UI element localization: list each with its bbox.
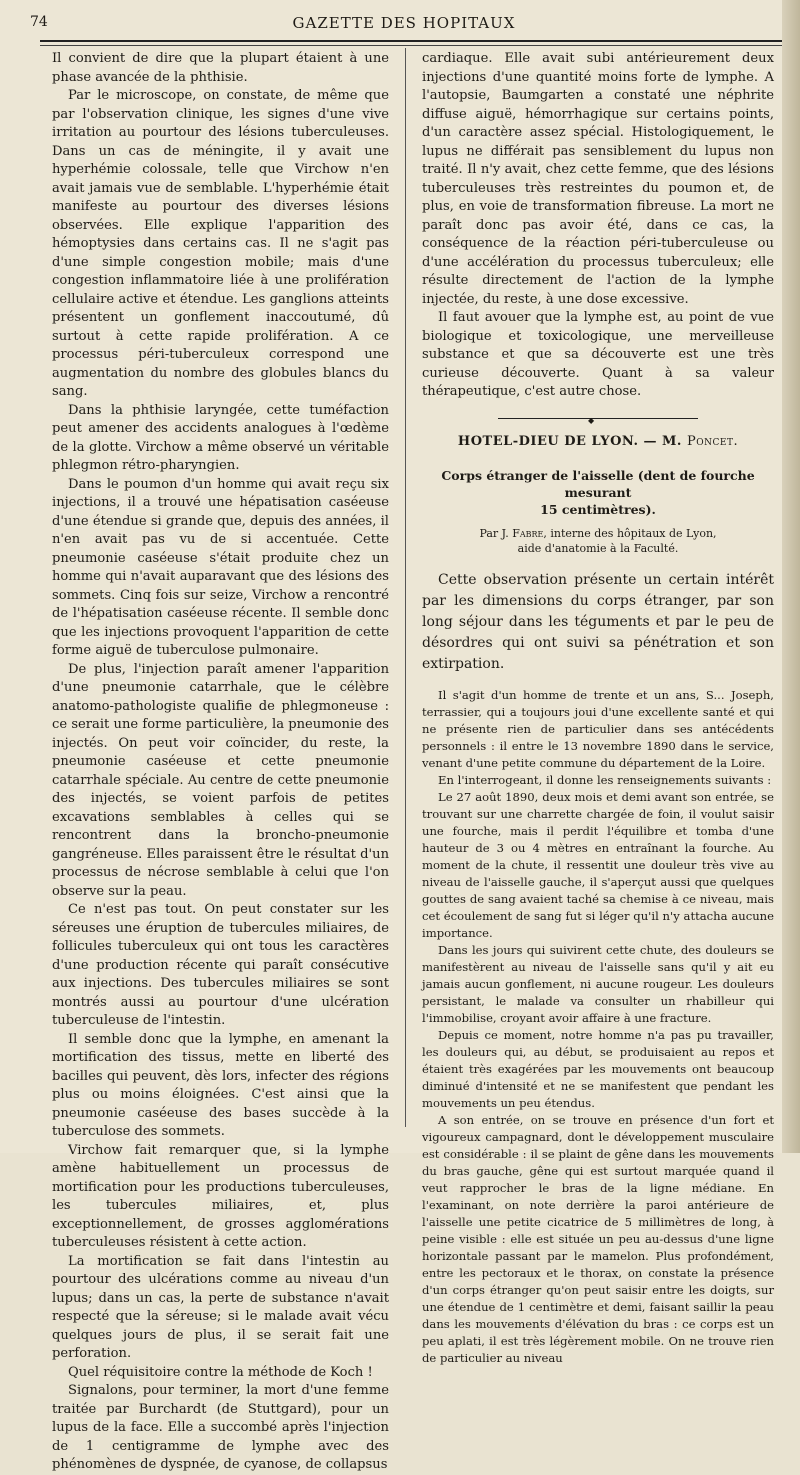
paragraph: Dans la phthisie laryngée, cette tuméfaction peut amener des accidents analogues à l'œdème de la glotte. Virchow a même observé un véritable phlegmon rétro-pharyngien.	[52, 402, 389, 473]
paragraph: Par le microscope, on constate, de même que par l'observation clinique, les signes d'une vive irritation au pourtour des lésions tuberculeuses. Dans un cas de méningite, il y avait une hyperhémie colossale, telle que Virchow n'en avait jamais vue de semblable. L'hyperhémie était manifeste au pourtour des diverses lésions observées. Elle explique l'apparition des hémoptysies dans certains cas. Il ne s'agit pas d'une simple congestion mobile; mais d'une congestion inflammatoire liée à une prolifération cellulaire active et étendue. Les ganglions atteints présentent un gonflement inaccoutumé, dû surtout à cette rapide prolifération. A ce processus péri-tuberculeux correspond une augmentation du nombre des globules blancs du sang.	[52, 88, 389, 399]
article-title	[422, 467, 774, 518]
section-title	[422, 433, 774, 452]
header-rule-thin	[40, 45, 788, 46]
article-paragraph: A son entrée, on se trouve en présence d'un fort et vigoureux campagnard, dont le développement musculaire est considérable : il se plaint de gêne dans les mouvements du bras gauche, gêne qui est surtout marquée quand il veut rapprocher le bras de la ligne médiane. En l'examinant, on note derrière la paroi antérieure de l'aisselle une petite cicatrice de 5 millimètres de long, à peine visible : elle est située un peu au-dessus d'une ligne horizontale passant par le mamelon. Plus profondément, entre les pectoraux et le thorax, on constate la présence d'un corps étranger qu'on peut saisir entre les doigts, sur une étendue de 1 centimètre et demi, faisant saillir la peau dans les mouvements d'élévation du bras : ce corps est un peu aplati, il est très légèrement mobile. On ne trouve rien de particulier au niveau	[422, 1113, 774, 1365]
right-column	[422, 50, 774, 1367]
paragraph: Il faut avouer que la lymphe est, au point de vue biologique et toxicologique, une merveilleuse substance et que sa découverte est une très curieuse découverte. Quant à sa valeur thérapeutique, c'est autre chose.	[422, 310, 774, 399]
left-column	[52, 50, 389, 1475]
article-title-line: 15 centimètres).	[540, 502, 656, 517]
byline-prefix: Par J.	[479, 527, 509, 540]
paragraph: Virchow fait remarquer que, si la lymphe amène habituellement un processus de mortification pour les productions tuberculeuses, les tubercules miliaires, et, plus exceptionnellement, de grosses agglomérations tuberculeuses résistent à cette action.	[52, 1142, 389, 1250]
running-title: GAZETTE DES HOPITAUX	[292, 14, 516, 32]
paragraph: Signalons, pour terminer, la mort d'une femme traitée par Burchardt (de Stuttgard), pour un lupus de la face. Elle a succombé après l'injection de 1 centigramme de lymphe avec des phénomènes de dyspnée, de cyanose, de collapsus	[52, 1383, 389, 1472]
article-paragraph: Dans les jours qui suivirent cette chute, des douleurs se manifestèrent au niveau de l'aisselle sans qu'il y ait eu jamais aucun gonflement, ni aucune rougeur. Les douleurs persistant, le malade va consulter un rhabilleur qui l'immobilise, croyant avoir affaire à une fracture.	[422, 943, 774, 1025]
paragraph: Il semble donc que la lymphe, en amenant la mortification des tissus, mette en liberté des bacilles qui peuvent, dès lors, infecter des régions plus ou moins éloignées. C'est ainsi que la pneumonie caséeuse des bases succède à la tuberculose des sommets.	[52, 1031, 389, 1139]
paragraph: Quel réquisitoire contre la méthode de Koch !	[68, 1364, 373, 1380]
byline-author: Fabre,	[512, 527, 547, 540]
page-number: 74	[30, 14, 48, 30]
paragraph: Ce n'est pas tout. On peut constater sur les séreuses une éruption de tubercules miliaires, de follicules tuberculeux qui ont tous les caractères d'une production récente qui paraît consécutive aux injections. Des tubercules miliaires se sont montrés aussi au pourtour d'une ulcération tuberculeuse de l'intestin.	[52, 902, 389, 1028]
page-edge	[782, 0, 800, 1153]
column-divider	[405, 48, 406, 1127]
article-lead: Cette observation présente un certain intérêt par les dimensions du corps étranger, par son long séjour dans les téguments et par le peu de désordres qui ont suivi sa pénétration et son extirpation.	[422, 572, 774, 672]
header-rule-thick	[40, 40, 788, 42]
byline-line2: aide d'anatomie à la Faculté.	[517, 542, 679, 555]
section-title-name: Poncet.	[686, 433, 739, 449]
article-title-line: Corps étranger de l'aisselle (dent de fourche mesurant	[441, 468, 755, 500]
byline-role: interne des hôpitaux de Lyon,	[550, 527, 717, 540]
paragraph: cardiaque. Elle avait subi antérieurement deux injections d'une quantité moins forte de lymphe. A l'autopsie, Baumgarten a constaté une néphrite diffuse aiguë, hémorrhagique sur certains points, d'un caractère assez spécial. Histologiquement, le lupus ne différait pas sensiblement du lupus non traité. Il n'y avait, chez cette femme, que des lésions tuberculeuses très restreintes du poumon et, de plus, en voie de transformation fibreuse. La mort ne paraît donc pas avoir été, dans ce cas, la conséquence de la réaction péri-tuberculeuse ou d'une accélération du processus tuberculeux; elle résulte directement de l'action de la lymphe injectée, du reste, à une dose excessive.	[422, 51, 774, 307]
article-paragraph: Le 27 août 1890, deux mois et demi avant son entrée, se trouvant sur une charrette chargée de foin, il voulut saisir une fourche, mais il perdit l'équilibre et tomba d'une hauteur de 3 ou 4 mètres en entraînant la fourche. Au moment de la chute, il ressentit une douleur très vive au niveau de l'aisselle gauche, il s'aperçut aussi que quelques gouttes de sang avaient taché sa chemise à ce niveau, mais cet écoulement de sang fut si léger qu'il n'y attacha aucune importance.	[422, 790, 774, 940]
article-paragraph: Il s'agit d'un homme de trente et un ans, S... Joseph, terrassier, qui a toujours joui d'une excellente santé et qui ne présente rien de particulier dans ses antécédents personnels : il entre le 13 novembre 1890 dans le service, venant d'une petite commune du département de la Loire.	[422, 688, 774, 770]
paragraph: Dans le poumon d'un homme qui avait reçu six injections, il a trouvé une hépatisation caséeuse d'une étendue si grande que, depuis des années, il n'en avait pas vu de si accentuée. Cette pneumonie caséeuse s'était produite chez un homme qui n'avait auparavant que des lésions des sommets. Cinq fois sur seize, Virchow a rencontré de l'hépatisation caséeuse récente. Il semble donc que les injections provoquent l'apparition de cette forme aiguë de tuberculose pulmonaire.	[52, 476, 389, 658]
section-separator	[498, 418, 698, 419]
byline	[422, 526, 774, 556]
paragraph: Il convient de dire que la plupart étaient à une phase avancée de la phthisie.	[52, 51, 389, 85]
article-paragraph: En l'interrogeant, il donne les renseignements suivants :	[438, 773, 772, 787]
article-paragraph: Depuis ce moment, notre homme n'a pas pu travailler, les douleurs qui, au début, se produisaient au repos et étaient très exagérées par les mouvements ont beaucoup diminué d'intensité et ne se manifestent que pendant les mouvements un peu étendus.	[422, 1028, 774, 1110]
paragraph: De plus, l'injection paraît amener l'apparition d'une pneumonie catarrhale, que le célèbre anatomo-pathologiste qualifie de phlegmoneuse : ce serait une forme particulière, la pneumonie des injectés. On peut voir coïncider, du reste, la pneumonie caséeuse et cette pneumonie catarrhale spéciale. Au centre de cette pneumonie des injectés, se voient parfois de petites excavations semblables à celles qui se rencontrent dans la broncho-pneumonie gangréneuse. Elles paraissent être le résultat d'un processus de nécrose semblable à celui que l'on observe sur la peau.	[52, 661, 389, 899]
paragraph: La mortification se fait dans l'intestin au pourtour des ulcérations comme au niveau d'un lupus; dans un cas, la perte de substance n'avait respecté que la séreuse; si le malade avait vécu quelques jours de plus, il se serait fait une perforation.	[52, 1253, 389, 1361]
section-title-text: HOTEL-DIEU DE LYON. — M.	[457, 433, 682, 449]
page-header	[30, 14, 778, 36]
